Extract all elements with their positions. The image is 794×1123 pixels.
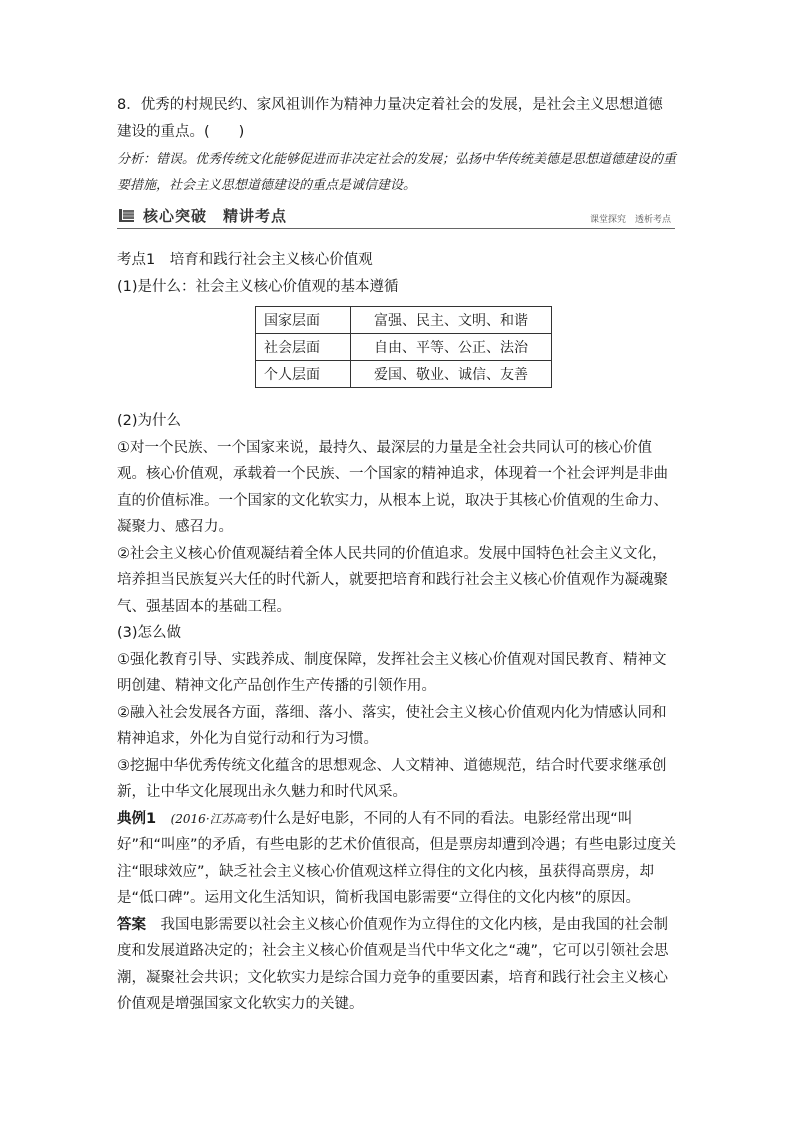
section-block-icon [119, 207, 135, 223]
answer-label: 答案 [117, 916, 161, 933]
part-3-item: ②融入社会发展各方面，落细、落小、落实，使社会主义核心价值观内化为情感认同和精神追求，外化为自觉行动和行为习惯。 [117, 704, 667, 747]
table-row [256, 361, 552, 388]
question-8-stem: 8．优秀的村规民约、家风祖训作为精神力量决定着社会的发展，是社会主义思想道德建设的重点。( ) [117, 97, 663, 140]
part-3-title: (3)怎么做 [117, 625, 182, 641]
table-row [256, 334, 552, 361]
example-1-source: (2016·江苏高考) [170, 811, 263, 826]
part-3-item: ③挖掘中华优秀传统文化蕴含的思想观念、人文精神、道德规范，结合时代要求继承创新，让中华文化展现出永久魅力和时代风采。 [117, 757, 667, 800]
example-1-answer [117, 912, 677, 1018]
section-header [117, 204, 675, 229]
part-3-item: ①强化教育引导、实践养成、制度保障，发挥社会主义核心价值观对国民教育、精神文明创建、精神文化产品创作生产传播的引领作用。 [117, 651, 667, 694]
kaodian-1-body [117, 408, 677, 1018]
example-1-label: 典例1 [117, 810, 171, 827]
table-cell-content: 爱国、敬业、诚信、友善 [351, 361, 552, 388]
core-values-table [255, 306, 552, 388]
question-8 [117, 92, 677, 199]
part-1-title: (1)是什么：社会主义核心价值观的基本遵循 [117, 278, 399, 295]
table-cell-level: 社会层面 [256, 334, 351, 361]
question-8-analysis: 分析：错误。优秀传统文化能够促进而非决定社会的发展；弘扬中华传统美德是思想道德建设的重要措施，社会主义思想道德建设的重点是诚信建设。 [117, 152, 677, 193]
table-row [256, 307, 552, 334]
example-1-text: 什么是好电影，不同的人有不同的看法。电影经常出现“叫好”和“叫座”的矛盾，有些电影的艺术价值很高，但是票房却遭到冷遇；有些电影过度关注“眼球效应”，缺乏社会主义核心价值观这样立得住的文化内核，虽获得高票房，却是“低口碑”。运用文化生活知识，简析我国电影需要“立得住的文化内核”的原因。 [117, 810, 677, 906]
table-cell-content: 自由、平等、公正、法治 [351, 334, 552, 361]
kaodian-1-heading: 考点1 培育和践行社会主义核心价值观 [117, 252, 373, 268]
section-title: 核心突破 精讲考点 [143, 207, 288, 225]
part-2-item: ①对一个民族、一个国家来说，最持久、最深层的力量是全社会共同认可的核心价值观。核心价值观，承载着一个民族、一个国家的精神追求，体现着一个社会评判是非曲直的价值标准。一个国家的文化软实力，从根本上说，取决于其核心价值观的生命力、凝聚力、感召力。 [117, 439, 668, 535]
section-subtitle: 课堂探究 透析考点 [589, 215, 671, 225]
table-cell-content: 富强、民主、文明、和谐 [351, 307, 552, 334]
part-2-title: (2)为什么 [117, 413, 182, 429]
table-cell-level: 国家层面 [256, 307, 351, 334]
table-cell-level: 个人层面 [256, 361, 351, 388]
answer-text: 我国电影需要以社会主义核心价值观作为立得住的文化内核，是由我国的社会制度和发展道路决定的；社会主义核心价值观是当代中华文化之“魂”，它可以引领社会思潮，凝聚社会共识；文化软实力是综合国力竞争的重要因素，培育和践行社会主义核心价值观是增强国家文化软实力的关键。 [117, 916, 669, 1012]
kaodian-1-head [117, 247, 677, 300]
example-1 [117, 806, 677, 912]
part-2-item: ②社会主义核心价值观凝结着全体人民共同的价值追求。发展中国特色社会主义文化，培养担当民族复兴大任的时代新人，就要把培育和践行社会主义核心价值观作为凝魂聚气、强基固本的基础工程。 [117, 545, 668, 615]
